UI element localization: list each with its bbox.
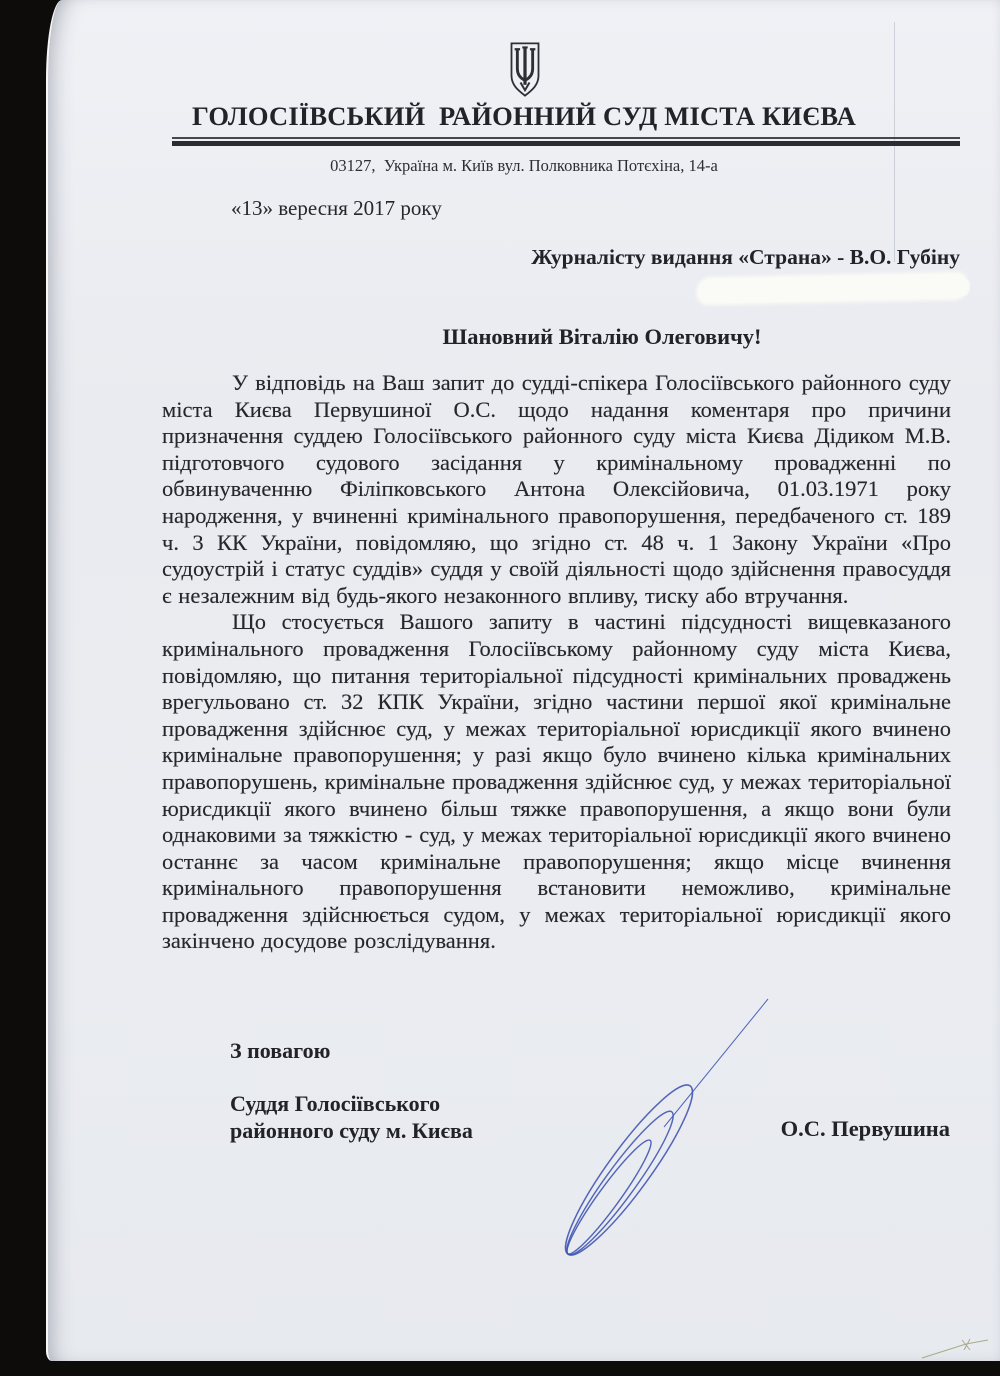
addressee: Журналісту видання «Страна» - В.О. Губіну [531,245,960,269]
letter-paper [46,0,1000,1361]
signer-title [230,1091,473,1144]
court-address: 03127, Україна м. Київ вул. Полковника Потєхіна, 14-а [330,156,718,175]
body-paragraph-1: У відповідь на Ваш запит до судді-спікера Голосіївського районного суду міста Києва Первушиної О.С. щодо надання коментаря про причини призначення суддею Голосіївського районного суду міста Києва Дідиком М.В. підготовчого судового засідання у кримінальному провадженні по обвинуваченню Філіпковського Антона Олексійовича, 01.03.1971 року народження, у вчиненні кримінального правопорушення, передбаченого ст. 189 ч. 3 КК України, повідомляю, що згідно ст. 48 ч. 1 Закону України «Про судоустрій і статус суддів» суддя у своїй діяльності щодо здійснення правосуддя є незалежним від будь-якого незаконного впливу, тиску або втручання. [162,370,951,608]
salutation: Шановний Віталію Олеговичу! [442,324,762,349]
whiteout-redaction [698,273,966,304]
signer-name: О.С. Первушина [780,1116,950,1141]
signer-title-line-2: районного суду м. Києва [230,1117,473,1143]
body-paragraph-2: Що стосується Вашого запиту в частині підсудності вищевказаного кримінального провадження Голосіївському районному суду міста Києва, повідомляю, що питання територіальної підсудності кримінальних проваджень врегульовано ст. 32 КПК України, згідно частини першої якої кримінальне провадження здійснює суд, у межах територіальної юрисдикції якого вчинено кримінальне правопорушення; у разі якщо було вчинено кілька кримінальних правопорушень, кримінальне провадження здійснює суд, у межах територіальної юрисдикції якого вчинено більш тяжке правопорушення, а якщо вони були однаковими за тяжкістю - суд, у межах територіальної юрисдикції якого вчинено останнє за часом кримінальне правопорушення; якщо місце вчинення кримінального правопорушення встановити неможливо, кримінальне провадження здійснюється судом, у межах територіальної юрисдикції якого закінчено досудове розслідування. [162,609,951,954]
scan-scratch-artifact [920,1338,990,1360]
signer-title-line-1: Суддя Голосіївського [230,1091,441,1116]
divider-thick-line [172,141,960,146]
letter-date: «13» вересня 2017 року [231,196,442,220]
letterhead-divider [172,137,960,146]
court-name-heading: ГОЛОСІЇВСЬКИЙ РАЙОННИЙ СУД МІСТА КИЄВА [192,101,856,131]
letter-body [162,370,951,955]
ukraine-trident-emblem-icon [507,39,543,100]
closing-regards: З повагою [230,1038,331,1063]
